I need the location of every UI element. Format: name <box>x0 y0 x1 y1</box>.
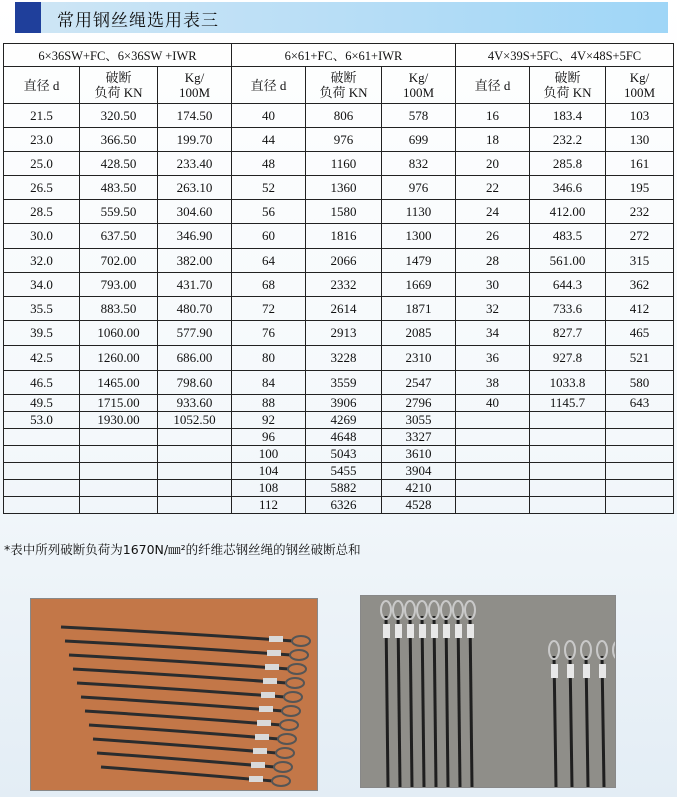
table-row <box>4 297 674 321</box>
table-cell: 1816 <box>306 224 382 249</box>
table-cell: 32.0 <box>4 249 80 273</box>
table-cell: 96 <box>232 429 306 446</box>
column-header-label: 100M <box>178 85 211 100</box>
table-cell: 44 <box>232 128 306 152</box>
table-row <box>4 395 674 412</box>
table-cell: 699 <box>382 128 456 152</box>
table-cell <box>606 497 674 514</box>
column-header-diameter <box>456 67 530 104</box>
table-cell: 1145.7 <box>530 395 606 412</box>
table-row <box>4 249 674 273</box>
table-row <box>4 200 674 224</box>
column-header-label: Kg/ <box>184 70 205 85</box>
table-cell <box>4 429 80 446</box>
hanging-sling <box>422 616 424 787</box>
table-cell: 793.00 <box>80 273 158 297</box>
table-cell: 5882 <box>306 480 382 497</box>
table-cell: 561.00 <box>530 249 606 273</box>
table-cell: 53.0 <box>4 412 80 429</box>
table-cell: 4648 <box>306 429 382 446</box>
table-cell: 34 <box>456 321 530 346</box>
table-cell: 84 <box>232 371 306 395</box>
table-cell: 46.5 <box>4 371 80 395</box>
table-cell: 52 <box>232 176 306 200</box>
table-cell: 412 <box>606 297 674 321</box>
table-cell <box>80 497 158 514</box>
group-header: 6×36SW+FC、6×36SW +IWR <box>4 44 232 67</box>
table-cell: 23.0 <box>4 128 80 152</box>
table-cell: 976 <box>382 176 456 200</box>
table-cell <box>4 463 80 480</box>
column-header-diameter <box>232 67 306 104</box>
table-cell: 30.0 <box>4 224 80 249</box>
column-header-label: 负荷 KN <box>543 85 592 100</box>
table-cell: 4210 <box>382 480 456 497</box>
table-cell <box>530 463 606 480</box>
table-cell: 2796 <box>382 395 456 412</box>
table-cell: 346.6 <box>530 176 606 200</box>
table-cell: 346.90 <box>158 224 232 249</box>
table-cell: 26.5 <box>4 176 80 200</box>
table-cell: 174.50 <box>158 104 232 128</box>
table-cell: 49.5 <box>4 395 80 412</box>
column-header-label: Kg/ <box>408 70 429 85</box>
table-cell <box>530 429 606 446</box>
table-row <box>4 480 674 497</box>
table-cell: 1479 <box>382 249 456 273</box>
column-header-label: 负荷 KN <box>319 85 368 100</box>
header-accent-block <box>15 2 41 33</box>
table-cell <box>456 463 530 480</box>
wire-rope-spec-table <box>3 43 674 514</box>
table-cell <box>530 446 606 463</box>
column-header-weight <box>382 67 456 104</box>
table-cell: 64 <box>232 249 306 273</box>
table-cell <box>456 446 530 463</box>
table-cell <box>456 429 530 446</box>
table-cell: 933.60 <box>158 395 232 412</box>
column-header-weight <box>158 67 232 104</box>
table-row <box>4 104 674 128</box>
table-row <box>4 224 674 249</box>
table-cell: 3559 <box>306 371 382 395</box>
table-cell: 1260.00 <box>80 346 158 371</box>
table-cell: 1580 <box>306 200 382 224</box>
table-cell: 580 <box>606 371 674 395</box>
sling-sleeve <box>269 636 283 642</box>
hanging-sling <box>410 616 412 787</box>
table-cell: 2547 <box>382 371 456 395</box>
table-cell: 195 <box>606 176 674 200</box>
sling-sleeve <box>567 664 574 678</box>
column-header-label: 直径 d <box>23 77 60 93</box>
wire-rope-slings-photo-left <box>30 598 318 791</box>
table-cell: 60 <box>232 224 306 249</box>
table-cell: 161 <box>606 152 674 176</box>
column-header-break <box>306 67 382 104</box>
table-row <box>4 176 674 200</box>
table-cell <box>606 446 674 463</box>
sling-sleeve <box>263 678 277 684</box>
table-cell: 431.70 <box>158 273 232 297</box>
table-cell: 36 <box>456 346 530 371</box>
table-cell <box>456 497 530 514</box>
sling-sleeve <box>255 734 269 740</box>
table-cell: 28.5 <box>4 200 80 224</box>
table-cell: 1060.00 <box>80 321 158 346</box>
table-cell: 285.8 <box>530 152 606 176</box>
table-row <box>4 463 674 480</box>
table-cell: 578 <box>382 104 456 128</box>
table-row <box>4 497 674 514</box>
table-cell: 232 <box>606 200 674 224</box>
table-cell: 263.10 <box>158 176 232 200</box>
column-header-row <box>4 67 674 104</box>
table-cell: 2614 <box>306 297 382 321</box>
table-cell: 35.5 <box>4 297 80 321</box>
table-cell: 34.0 <box>4 273 80 297</box>
wire-rope-slings-image <box>31 599 317 790</box>
table-cell: 702.00 <box>80 249 158 273</box>
sling-sleeve <box>443 624 450 638</box>
table-cell <box>158 480 232 497</box>
table-cell: 362 <box>606 273 674 297</box>
table-cell <box>158 497 232 514</box>
table-cell <box>606 429 674 446</box>
table-cell: 24 <box>456 200 530 224</box>
wire-rope-slings-photo-right <box>360 595 616 788</box>
table-cell: 56 <box>232 200 306 224</box>
table-cell: 92 <box>232 412 306 429</box>
sling-sleeve <box>431 624 438 638</box>
table-cell: 6326 <box>306 497 382 514</box>
table-cell: 2310 <box>382 346 456 371</box>
table-cell: 25.0 <box>4 152 80 176</box>
table-cell: 100 <box>232 446 306 463</box>
table-cell: 3906 <box>306 395 382 412</box>
table-cell: 22 <box>456 176 530 200</box>
table-cell: 1033.8 <box>530 371 606 395</box>
sling-sleeve <box>261 692 275 698</box>
footnote: *表中所列破断负荷为1670N/㎜²的纤维芯钢丝绳的钢丝破断总和 <box>4 542 361 557</box>
column-header-diameter <box>4 67 80 104</box>
table-cell: 480.70 <box>158 297 232 321</box>
column-header-label: 直径 d <box>250 77 287 93</box>
table-cell: 2066 <box>306 249 382 273</box>
table-cell <box>530 412 606 429</box>
table-cell: 1160 <box>306 152 382 176</box>
sling-sleeve <box>257 720 271 726</box>
table-cell: 112 <box>232 497 306 514</box>
table-row <box>4 429 674 446</box>
table-cell: 88 <box>232 395 306 412</box>
table-cell: 1130 <box>382 200 456 224</box>
table-cell: 412.00 <box>530 200 606 224</box>
table-cell <box>606 463 674 480</box>
hanging-slings-image <box>361 596 615 787</box>
table-cell: 72 <box>232 297 306 321</box>
table-cell: 3228 <box>306 346 382 371</box>
table-cell: 1465.00 <box>80 371 158 395</box>
page-title: 常用钢丝绳选用表三 <box>57 11 219 31</box>
table-cell: 32 <box>456 297 530 321</box>
table-row <box>4 273 674 297</box>
sling-sleeve <box>395 624 402 638</box>
table-row <box>4 446 674 463</box>
table-cell: 3610 <box>382 446 456 463</box>
table-cell <box>4 480 80 497</box>
table-cell <box>4 446 80 463</box>
hanging-sling <box>386 616 388 787</box>
table-cell: 832 <box>382 152 456 176</box>
table-row <box>4 321 674 346</box>
table-cell <box>456 480 530 497</box>
table-cell: 382.00 <box>158 249 232 273</box>
table-cell: 521 <box>606 346 674 371</box>
hanging-sling <box>470 616 472 787</box>
table-cell <box>80 480 158 497</box>
table-cell <box>80 463 158 480</box>
table-cell: 2332 <box>306 273 382 297</box>
table-cell: 3327 <box>382 429 456 446</box>
table-cell <box>456 412 530 429</box>
table-cell: 42.5 <box>4 346 80 371</box>
column-header-break <box>530 67 606 104</box>
table-cell: 38 <box>456 371 530 395</box>
table-cell: 4269 <box>306 412 382 429</box>
table-cell: 1871 <box>382 297 456 321</box>
table-cell: 4528 <box>382 497 456 514</box>
sling-sleeve <box>249 776 263 782</box>
table-cell: 68 <box>232 273 306 297</box>
group-header: 4V×39S+5FC、4V×48S+5FC <box>456 44 674 67</box>
group-header-row <box>4 44 674 67</box>
table-cell: 2085 <box>382 321 456 346</box>
table-cell: 483.50 <box>80 176 158 200</box>
sling-sleeve <box>253 748 267 754</box>
hanging-sling <box>446 616 448 787</box>
table-cell: 1669 <box>382 273 456 297</box>
table-cell: 320.50 <box>80 104 158 128</box>
table-cell: 806 <box>306 104 382 128</box>
table-cell: 103 <box>606 104 674 128</box>
table-cell: 315 <box>606 249 674 273</box>
table-cell: 798.60 <box>158 371 232 395</box>
table-cell: 272 <box>606 224 674 249</box>
column-header-weight <box>606 67 674 104</box>
table-cell: 21.5 <box>4 104 80 128</box>
table-row <box>4 152 674 176</box>
sling-sleeve <box>583 664 590 678</box>
column-header-label: 破断 <box>330 70 357 85</box>
table-cell: 40 <box>456 395 530 412</box>
table-cell: 183.4 <box>530 104 606 128</box>
table-cell: 130 <box>606 128 674 152</box>
table-row <box>4 371 674 395</box>
table-cell: 232.2 <box>530 128 606 152</box>
column-header-label: Kg/ <box>629 70 650 85</box>
hanging-sling <box>434 616 436 787</box>
table-cell <box>530 480 606 497</box>
table-cell: 18 <box>456 128 530 152</box>
sling-sleeve <box>551 664 558 678</box>
table-cell: 686.00 <box>158 346 232 371</box>
table-cell <box>158 463 232 480</box>
table-cell: 104 <box>232 463 306 480</box>
table-cell: 1715.00 <box>80 395 158 412</box>
table-cell: 16 <box>456 104 530 128</box>
table-cell: 2913 <box>306 321 382 346</box>
table-cell: 26 <box>456 224 530 249</box>
table-cell: 39.5 <box>4 321 80 346</box>
table-row <box>4 128 674 152</box>
table-cell: 28 <box>456 249 530 273</box>
sling-sleeve <box>407 624 414 638</box>
column-header-break <box>80 67 158 104</box>
sling-sleeve <box>251 762 265 768</box>
column-header-label: 100M <box>624 85 656 100</box>
table-cell: 20 <box>456 152 530 176</box>
table-cell: 1052.50 <box>158 412 232 429</box>
table-cell: 637.50 <box>80 224 158 249</box>
table-cell: 1300 <box>382 224 456 249</box>
table-cell: 465 <box>606 321 674 346</box>
table-cell: 76 <box>232 321 306 346</box>
sling-sleeve <box>599 664 606 678</box>
table-cell: 976 <box>306 128 382 152</box>
table-cell: 40 <box>232 104 306 128</box>
table-cell: 366.50 <box>80 128 158 152</box>
table-cell <box>4 497 80 514</box>
table-cell: 883.50 <box>80 297 158 321</box>
table-cell <box>606 480 674 497</box>
table-cell: 80 <box>232 346 306 371</box>
table-cell: 5455 <box>306 463 382 480</box>
hanging-sling <box>398 616 400 787</box>
table-cell: 483.5 <box>530 224 606 249</box>
table-cell: 233.40 <box>158 152 232 176</box>
sling-sleeve <box>265 664 279 670</box>
table-cell: 108 <box>232 480 306 497</box>
table-cell: 1930.00 <box>80 412 158 429</box>
table-cell: 428.50 <box>80 152 158 176</box>
table-cell: 644.3 <box>530 273 606 297</box>
column-header-label: 100M <box>402 85 435 100</box>
table-cell: 827.7 <box>530 321 606 346</box>
table-cell: 3904 <box>382 463 456 480</box>
table-cell: 927.8 <box>530 346 606 371</box>
table-cell: 48 <box>232 152 306 176</box>
table-cell: 559.50 <box>80 200 158 224</box>
table-row <box>4 412 674 429</box>
table-cell: 3055 <box>382 412 456 429</box>
sling-sleeve <box>419 624 426 638</box>
table-body <box>4 104 674 514</box>
table-cell <box>158 446 232 463</box>
table-cell <box>530 497 606 514</box>
sling-sleeve <box>267 650 281 656</box>
table-cell: 199.70 <box>158 128 232 152</box>
table-cell: 304.60 <box>158 200 232 224</box>
table-cell <box>606 412 674 429</box>
table-cell <box>80 446 158 463</box>
table-row <box>4 346 674 371</box>
sling-sleeve <box>259 706 273 712</box>
table-cell <box>80 429 158 446</box>
table-cell: 30 <box>456 273 530 297</box>
table-cell <box>158 429 232 446</box>
sling-sleeve <box>455 624 462 638</box>
sling-sleeve <box>383 624 390 638</box>
table-cell: 643 <box>606 395 674 412</box>
column-header-label: 直径 d <box>474 77 511 93</box>
group-header: 6×61+FC、6×61+IWR <box>232 44 456 67</box>
column-header-label: 负荷 KN <box>94 85 143 100</box>
table-cell: 1360 <box>306 176 382 200</box>
hanging-sling <box>458 616 460 787</box>
table-cell: 5043 <box>306 446 382 463</box>
table-cell: 577.90 <box>158 321 232 346</box>
column-header-label: 破断 <box>554 70 581 85</box>
column-header-label: 破断 <box>105 70 132 85</box>
table-cell: 733.6 <box>530 297 606 321</box>
sling-sleeve <box>467 624 474 638</box>
